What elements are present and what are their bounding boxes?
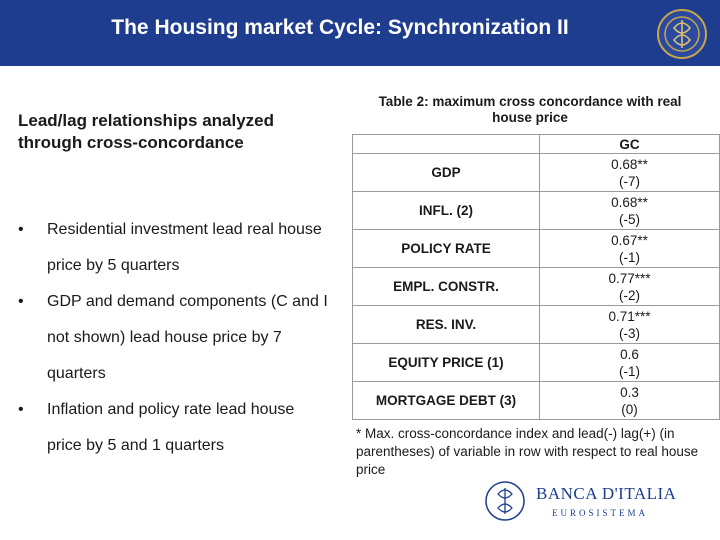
lag-value: (-5) [619,211,640,227]
table-corner-cell [353,135,540,154]
table-caption: Table 2: maximum cross concordance with real house price [378,94,682,125]
lag-value: (-3) [619,325,640,341]
bullet-marker: • [18,293,24,310]
concordance-value: 0.68** [611,156,648,172]
banca-ditalia-emblem-icon [656,8,708,60]
section-heading: Lead/lag relationships analyzed through cross-concordance [18,111,275,152]
cross-concordance-table [352,134,720,420]
lag-value: (-1) [619,249,640,265]
lag-value: (-1) [619,363,640,379]
title-bar [0,0,720,66]
table-row [353,344,720,382]
value-cell [540,230,720,268]
concordance-value: 0.77*** [608,270,651,286]
value-cell [540,344,720,382]
bullet-marker: • [18,401,24,418]
table-footnote: * Max. cross-concordance index and lead(-) lag(+) (in parentheses) of variable in row with respect to real house price [356,426,699,477]
bullet-text: Inflation and policy rate lead house price by 5 and 1 quarters [47,401,295,454]
lag-value: (-2) [619,287,640,303]
column-header: GC [540,135,720,154]
row-label: EMPL. CONSTR. [353,268,540,306]
value-cell [540,268,720,306]
banca-ditalia-mark-icon [484,480,526,522]
bullet-marker: • [18,221,24,238]
bank-subtitle: EUROSISTEMA [552,508,649,518]
bullet-item [18,284,328,392]
table-row [353,230,720,268]
bank-logo [484,480,704,522]
table-row [353,154,720,192]
value-cell [540,382,720,420]
concordance-value: 0.68** [611,194,648,210]
concordance-value: 0.3 [620,384,639,400]
concordance-value: 0.71*** [608,308,651,324]
bullet-item [18,212,328,284]
table-row [353,306,720,344]
row-label: GDP [353,154,540,192]
value-cell [540,154,720,192]
row-label: POLICY RATE [353,230,540,268]
bullet-text: GDP and demand components (C and I not shown) lead house price by 7 quarters [47,293,328,382]
row-label: MORTGAGE DEBT (3) [353,382,540,420]
row-label: RES. INV. [353,306,540,344]
table-row [353,192,720,230]
slide-title: The Housing market Cycle: Synchronization II [111,16,569,39]
table-row [353,268,720,306]
bullet-item [18,392,328,464]
table-row [353,382,720,420]
row-label: INFL. (2) [353,192,540,230]
bullet-text: Residential investment lead real house price by 5 quarters [47,221,322,274]
concordance-value: 0.6 [620,346,639,362]
value-cell [540,306,720,344]
table-header-row [353,135,720,154]
value-cell [540,192,720,230]
bullet-list [18,212,328,464]
row-label: EQUITY PRICE (1) [353,344,540,382]
lag-value: (0) [621,401,638,417]
bank-name: BANCA D'ITALIA [536,484,677,503]
concordance-value: 0.67** [611,232,648,248]
lag-value: (-7) [619,173,640,189]
